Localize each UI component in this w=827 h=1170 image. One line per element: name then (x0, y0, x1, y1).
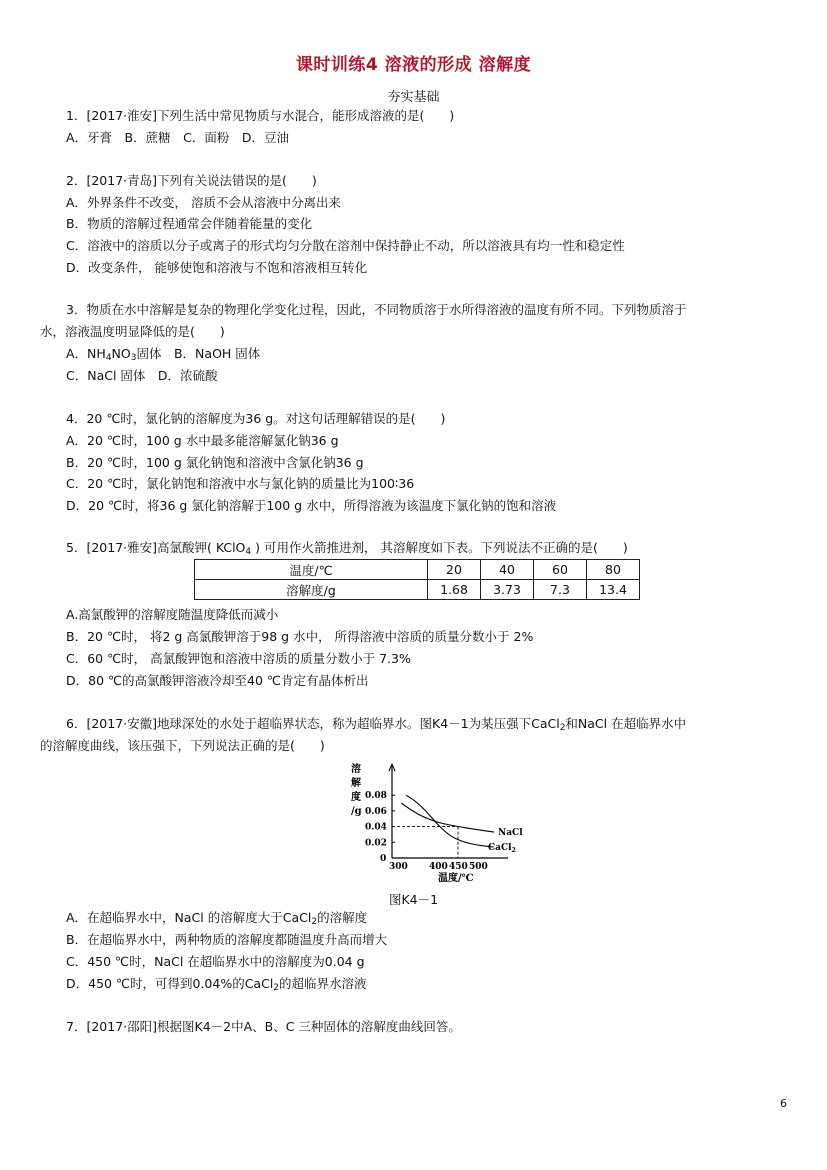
table-cell: 3.73 (481, 580, 534, 600)
q5-option-a: A.高氯酸钾的溶解度随温度降低而减小 (66, 607, 279, 622)
page-title: 课时训练4 溶液的形成 溶解度 (295, 55, 532, 75)
table-cell: 80 (587, 560, 640, 580)
q6-stem-line2: 的溶解度曲线，该压强下，下列说法正确的是( ) (40, 738, 325, 753)
q2-option-b: B．物质的溶解过程通常会伴随着能量的变化 (66, 216, 313, 231)
series-label-nacl: NaCl (498, 828, 523, 839)
x-tick-label: 300 (389, 862, 408, 872)
table-cell: 20 (428, 560, 481, 580)
y-tick-label: 0.04 (365, 822, 387, 833)
table-header-solubility: 溶解度/g (195, 580, 428, 600)
table-cell: 13.4 (587, 580, 640, 600)
q6-option-c: C．450 ℃时，NaCl 在超临界水中的溶解度为0.04 g (66, 954, 365, 969)
y-axis-label: 溶 (351, 764, 361, 775)
q6-option-d: D．450 ℃时，可得到0.04%的CaCl$_2$的超临界水溶液 (66, 976, 367, 993)
page-number: 6 (780, 1097, 787, 1110)
q4-option-b: B．20 ℃时，100 g 氯化钠饱和溶液中含氯化钠36 g (66, 455, 364, 470)
q2-option-a: A．外界条件不改变， 溶质不会从溶液中分离出来 (66, 195, 342, 210)
table-row (195, 580, 640, 600)
q3-options-cd: C．NaCl 固体 D．浓硫酸 (66, 368, 218, 383)
q5-option-b: B．20 ℃时， 将2 g 高氯酸钾溶于98 g 水中， 所得溶液中溶质的质量分数小于 2% (66, 629, 534, 644)
y-axis-label: 解 (351, 778, 361, 789)
q2-option-c: C．溶液中的溶质以分子或离子的形式均匀分散在溶剂中保持静止不动，所以溶液具有均一性和稳定性 (66, 238, 625, 253)
q4-option-d: D．20 ℃时，将36 g 氯化钠溶解于100 g 水中，所得溶液为该温度下氯化钠的饱和溶液 (66, 498, 557, 513)
q4-option-a: A．20 ℃时，100 g 水中最多能溶解氯化钠36 g (66, 433, 339, 448)
q4-stem: 4．20 ℃时，氯化钠的溶解度为36 g。对这句话理解错误的是( ) (66, 411, 446, 426)
x-tick-label: 400 (429, 862, 448, 872)
figure-caption: 图K4－1 (388, 892, 439, 907)
y-axis-label: 度 (351, 792, 361, 803)
q5-stem: 5．[2017·雅安]高氯酸钾( KClO$_4$ ) 可用作火箭推进剂， 其溶解度如下表。下列说法不正确的是( ) (66, 540, 628, 557)
table-cell: 60 (534, 560, 587, 580)
q2-option-d: D．改变条件， 能够使饱和溶液与不饱和溶液相互转化 (66, 260, 368, 275)
series-label-cacl2: CaCl$_2$ (488, 843, 516, 855)
q1-options: A．牙膏 B．蔗糖 C．面粉 D．豆油 (66, 130, 289, 145)
q6-option-b: B．在超临界水中，两种物质的溶解度都随温度升高而增大 (66, 932, 388, 947)
x-tick-label: 450 (449, 862, 468, 872)
solubility-table (194, 559, 640, 600)
solubility-curve-chart (346, 762, 523, 884)
table-cell: 40 (481, 560, 534, 580)
table-cell: 7.3 (534, 580, 587, 600)
q3-stem-line2: 水，溶液温度明显降低的是( ) (40, 324, 225, 339)
curve-cacl2 (406, 795, 494, 847)
table-header-temperature: 温度/℃ (195, 560, 428, 580)
y-tick-label: 0 (380, 854, 387, 864)
q5-option-c: C．60 ℃时， 高氯酸钾饱和溶液中溶质的质量分数小于 7.3% (66, 651, 411, 666)
q4-option-c: C．20 ℃时，氯化钠饱和溶液中水与氯化钠的质量比为100∶36 (66, 476, 415, 491)
y-axis-label: /g (351, 806, 362, 817)
q5-option-d: D．80 ℃的高氯酸钾溶液冷却至40 ℃肯定有晶体析出 (66, 673, 369, 688)
x-axis-label: 温度/℃ (438, 873, 474, 884)
q3-options-ab: A．$NH_4NO_3$固体 B．NaOH 固体 (66, 346, 261, 363)
section-subtitle: 夯实基础 (387, 90, 440, 105)
table-cell: 1.68 (428, 580, 481, 600)
q6-stem-line1: 6．[2017·安徽]地球深处的水处于超临界状态，称为超临界水。图K4－1为某压强下CaCl$_2$和NaCl 在超临界水中 (66, 716, 687, 733)
y-tick-label: 0.02 (365, 838, 387, 849)
y-tick-label: 0.08 (365, 791, 387, 802)
q6-option-a: A．在超临界水中，NaCl 的溶解度大于CaCl$_2$的溶解度 (66, 910, 368, 927)
q2-stem: 2．[2017·青岛]下列有关说法错误的是( ) (66, 173, 317, 188)
table-row (195, 560, 640, 580)
x-tick-label: 500 (469, 862, 488, 872)
curve-nacl (401, 803, 494, 832)
q3-stem-line1: 3．物质在水中溶解是复杂的物理化学变化过程，因此，不同物质溶于水所得溶液的温度有所不同。下列物质溶于 (66, 302, 687, 317)
q1-stem: 1．[2017·淮安]下列生活中常见物质与水混合，能形成溶液的是( ) (66, 108, 455, 123)
y-tick-label: 0.06 (365, 806, 387, 817)
q7-stem: 7．[2017·邵阳]根据图K4－2中A、B、C 三种固体的溶解度曲线回答。 (66, 1019, 461, 1034)
